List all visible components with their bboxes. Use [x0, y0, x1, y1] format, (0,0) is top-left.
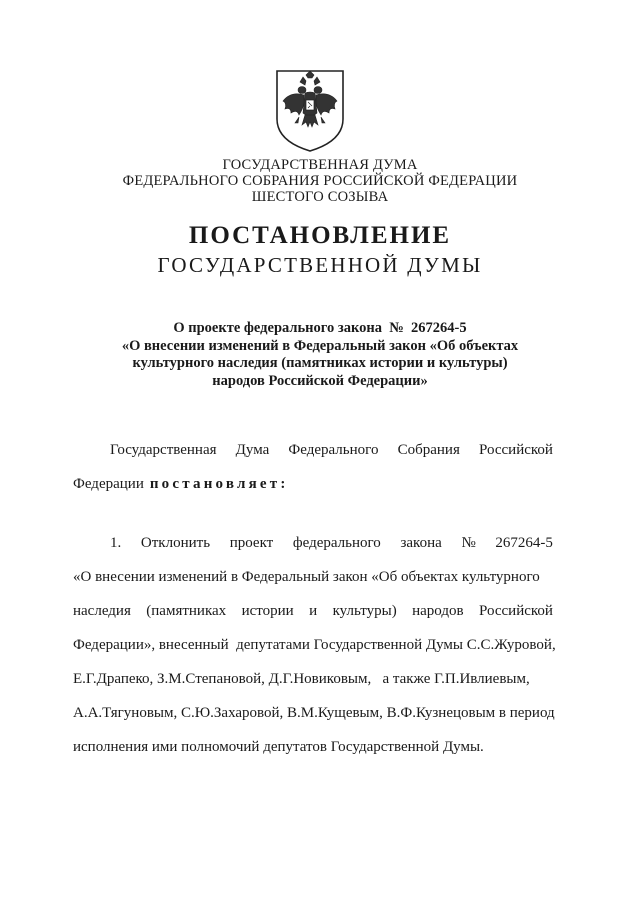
word: и	[309, 603, 318, 619]
word: Собрания	[397, 442, 460, 458]
text-line: А.А.Тягуновым, С.Ю.Захаровой, В.М.Кущевым, В.Ф.Кузнецовым в период	[73, 705, 555, 721]
item-1-line-6	[73, 696, 553, 730]
word: Государственная	[110, 442, 217, 458]
word: проект	[229, 535, 274, 551]
item-1-line-2	[73, 560, 553, 594]
subject-line: культурного наследия (памятниках истории и культуры)	[132, 355, 508, 371]
word: Российской	[479, 603, 553, 619]
text-line: Федерации», внесенный депутатами Государственной Думы С.С.Журовой,	[73, 637, 556, 653]
item-1-line-3	[73, 594, 553, 628]
word: Федерации	[73, 476, 144, 492]
item-1-line-5	[73, 662, 553, 696]
word: 267264-5	[495, 535, 553, 551]
resolves-word: постановляет:	[149, 476, 289, 492]
text-line: «О внесении изменений в Федеральный закон «Об объектах культурного	[73, 569, 540, 585]
subject-block	[100, 320, 540, 390]
coat-of-arms-emblem	[273, 67, 347, 153]
subject-line: «О внесении изменений в Федеральный закон «Об объектах	[121, 337, 519, 354]
item-number: 1.	[110, 535, 122, 551]
item-1-line-7	[73, 730, 553, 764]
item-1-line-1	[73, 526, 553, 560]
document-title: ПОСТАНОВЛЕНИЕ	[188, 222, 452, 249]
word: (памятниках	[146, 603, 227, 619]
word: Дума	[235, 442, 270, 458]
text-line: исполнения ими полномочий депутатов Государственной Думы.	[73, 739, 484, 755]
subject-line: народов Российской Федерации»	[212, 372, 428, 389]
word: Федерального	[288, 442, 379, 458]
preamble-paragraph	[73, 433, 553, 501]
subject-line: О проекте федерального закона № 267264-5	[173, 320, 467, 336]
header-line-duma: ГОСУДАРСТВЕННАЯ ДУМА	[222, 157, 418, 173]
text-line: Е.Г.Драпеко, З.М.Степановой, Д.Г.Новиковым, а также Г.П.Ивлиевым,	[73, 671, 530, 687]
word: истории	[241, 603, 294, 619]
word: наследия	[73, 603, 131, 619]
document-subtitle: ГОСУДАРСТВЕННОЙ ДУМЫ	[157, 253, 483, 277]
word: народов	[412, 603, 464, 619]
preamble-line-2	[73, 467, 553, 501]
header-line-federal-assembly: ФЕДЕРАЛЬНОГО СОБРАНИЯ РОССИЙСКОЙ ФЕДЕРАЦИИ	[122, 173, 518, 189]
header-line-convocation: ШЕСТОГО СОЗЫВА	[251, 189, 389, 205]
word: культуры)	[332, 603, 397, 619]
item-1-line-4	[73, 628, 556, 662]
word: федерального	[292, 535, 381, 551]
preamble-line-1	[73, 433, 553, 467]
word: №	[461, 535, 476, 551]
word: закона	[400, 535, 442, 551]
word: Отклонить	[140, 535, 211, 551]
item-1-paragraph	[73, 526, 556, 764]
word: Российской	[479, 442, 553, 458]
